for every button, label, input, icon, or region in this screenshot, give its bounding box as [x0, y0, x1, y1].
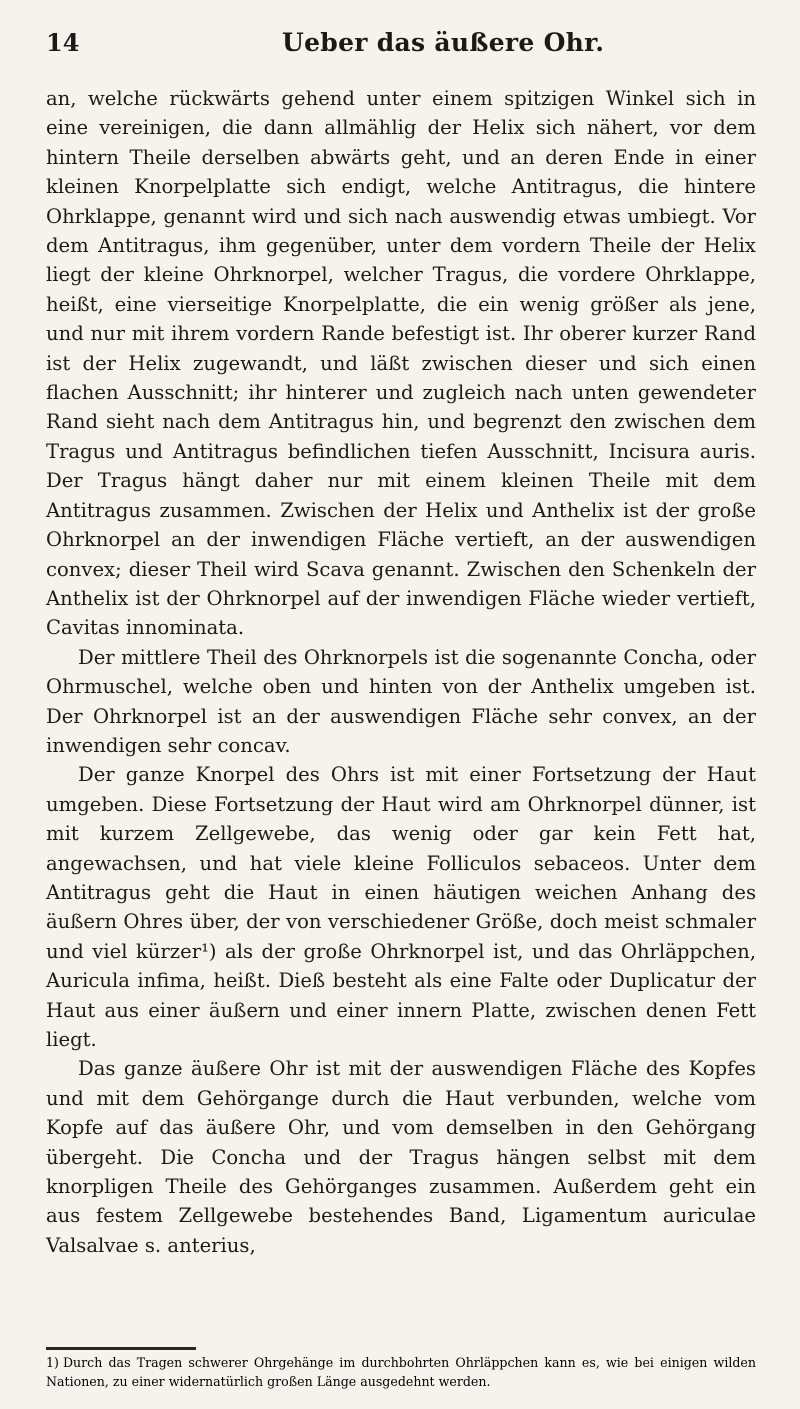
page-header	[46, 28, 756, 72]
running-head: Ueber das äußere Ohr.	[282, 28, 605, 57]
paragraph: Der mittlere Theil des Ohrknorpels ist die sogenannte Concha, oder Ohrmuschel, welche oben und hinten von der Anthelix umgeben ist. Der Ohrknorpel ist an der auswendigen Fläche sehr convex, an der inwendigen sehr concav.	[46, 645, 756, 757]
page-number: 14	[46, 28, 80, 57]
paragraph: an, welche rückwärts gehend unter einem spitzigen Winkel sich in eine vereinigen, die dann allmählig der Helix sich nähert, vor dem hintern Theile derselben abwärts geht, und an deren Ende in einer kleinen Knorpelplatte sich endigt, welche Antitragus, die hintere Ohrklappe, genannt wird und sich nach auswendig etwas umbiegt. Vor dem Antitragus, ihm gegenüber, unter dem vordern Theile der Helix liegt der kleine Ohrknorpel, welcher Tragus, die vordere Ohrklappe, heißt, eine vierseitige Knorpelplatte, die ein wenig größer als jene, und nur mit ihrem vordern Rande befestigt ist. Ihr oberer kurzer Rand ist der Helix zugewandt, und läßt zwischen dieser und sich einen flachen Ausschnitt; ihr hinterer und zugleich nach unten gewendeter Rand sieht nach dem Antitragus hin, und begrenzt den zwischen dem Tragus und Antitragus befindlichen tiefen Ausschnitt, Incisura auris. Der Tragus hängt daher nur mit einem kleinen Theile mit dem Antitragus zusammen. Zwischen der Helix und Anthelix ist der große Ohrknorpel an der inwendigen Fläche vertieft, an der auswendigen convex; dieser Theil wird Scava genannt. Zwischen den Schenkeln der Anthelix ist der Ohrknorpel auf der inwendigen Fläche wieder vertieft, Cavitas innominata.	[46, 87, 756, 640]
footnote-mark: 1)	[46, 1355, 59, 1370]
footnote-text: Durch das Tragen schwerer Ohrgehänge im durchbohrten Ohrläppchen kann es, wie bei einigen wilden Nationen, zu einer widernatürlich großen Länge ausgedehnt werden.	[46, 1355, 756, 1389]
paragraph: Das ganze äußere Ohr ist mit der auswendigen Fläche des Kopfes und mit dem Gehörgange durch die Haut verbunden, welche vom Kopfe auf das äußere Ohr, und vom demselben in den Gehörgang übergeht. Die Concha und der Tragus hängen selbst mit dem knorpligen Theile des Gehörganges zusammen. Außerdem geht ein aus festem Zellgewebe bestehendes Band, Ligamentum auriculae Valsalvae s. anterius,	[46, 1057, 756, 1257]
body-text	[46, 84, 756, 1260]
footnote-rule	[46, 1347, 196, 1350]
paragraph: Der ganze Knorpel des Ohrs ist mit einer Fortsetzung der Haut umgeben. Diese Fortsetzung der Haut wird am Ohrknorpel dünner, ist mit kurzem Zellgewebe, das wenig oder gar kein Fett hat, angewachsen, und hat viele kleine Folliculos sebaceos. Unter dem Antitragus geht die Haut in einen häutigen weichen Anhang des äußern Ohres über, der von verschiedener Größe, doch meist schmaler und viel kürzer¹) als der große Ohrknorpel ist, und das Ohrläppchen, Auricula infima, heißt. Dieß besteht als eine Falte oder Duplicatur der Haut aus einer äußern und einer innern Platte, zwischen denen Fett liegt.	[46, 763, 756, 1051]
footnote	[46, 1353, 756, 1391]
